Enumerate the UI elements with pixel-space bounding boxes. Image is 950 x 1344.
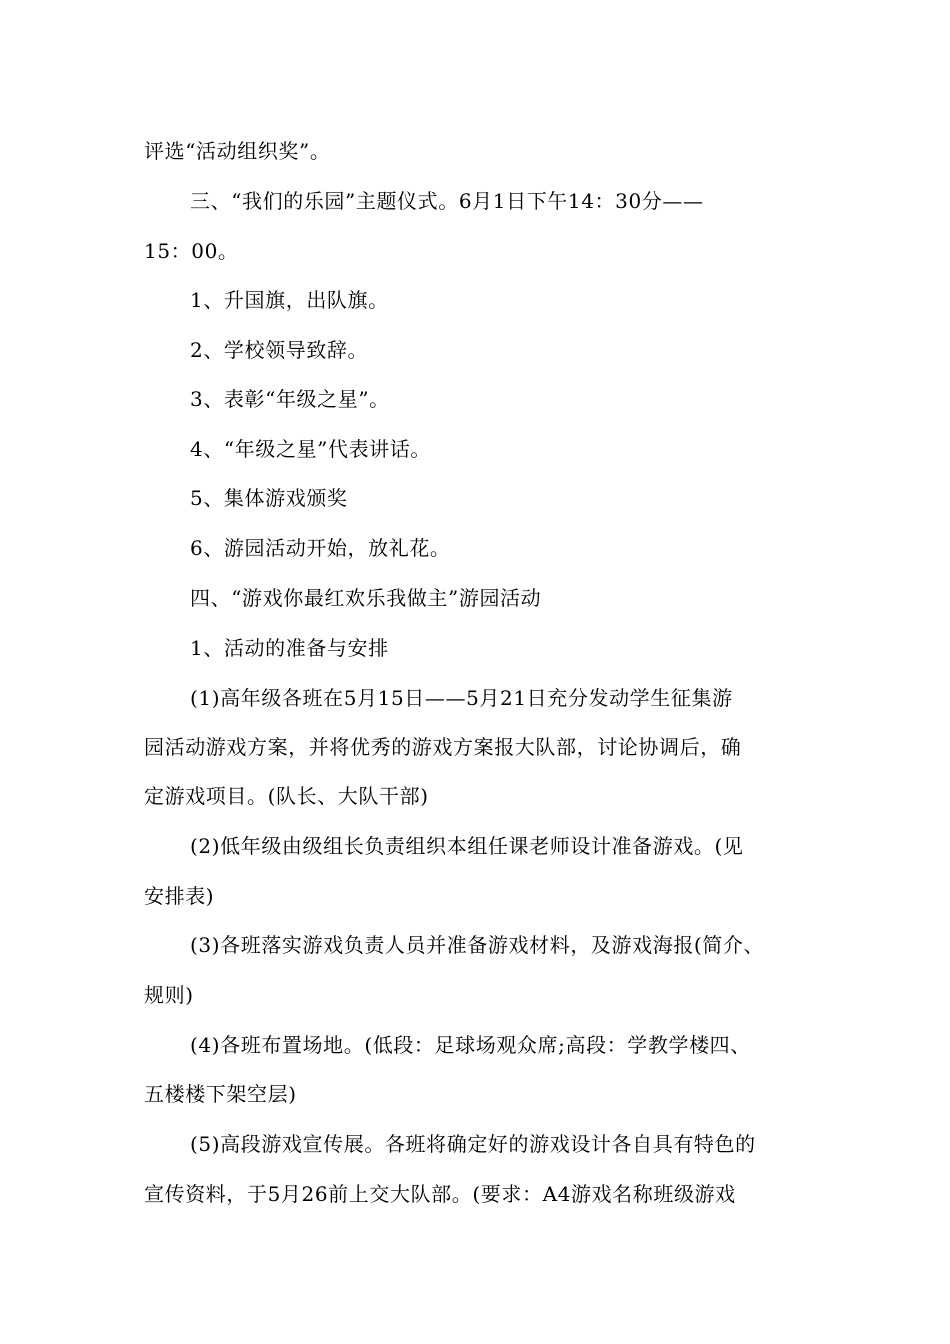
list-item: (1)高年级各班在5月15日——5月21日充分发动学生征集游 <box>190 686 733 710</box>
list-item: 5、集体游戏颁奖 <box>190 486 348 510</box>
section-heading-4: 四、“游戏你最红欢乐我做主”游园活动 <box>190 586 542 610</box>
subsection-heading: 1、活动的准备与安排 <box>190 636 389 660</box>
list-item: 4、“年级之星”代表讲话。 <box>190 437 431 461</box>
section-heading-3: 三、“我们的乐园”主题仪式。6月1日下午14：30分—— <box>190 189 704 213</box>
list-item: (3)各班落实游戏负责人员并准备游戏材料，及游戏海报(简介、 <box>190 933 765 957</box>
text-line: 规则) <box>144 983 194 1007</box>
text-line: 五楼楼下架空层) <box>144 1082 297 1106</box>
list-item: (4)各班布置场地。(低段：足球场观众席;高段：学教学楼四、 <box>190 1033 751 1057</box>
list-item: 2、学校领导致辞。 <box>190 338 369 362</box>
list-item: 3、表彰“年级之星”。 <box>190 387 390 411</box>
text-line: 安排表) <box>144 884 215 908</box>
text-line: 15：00。 <box>144 239 239 263</box>
text-line: 定游戏项目。(队长、大队干部) <box>144 784 429 808</box>
text-line: 园活动游戏方案，并将优秀的游戏方案报大队部，讨论协调后，确 <box>144 735 742 759</box>
list-item: 1、升国旗，出队旗。 <box>190 288 389 312</box>
list-item: (2)低年级由级组长负责组织本组任课老师设计准备游戏。(见 <box>190 834 744 858</box>
text-line: 宣传资料，于5月26前上交大队部。(要求：A4游戏名称班级游戏 <box>144 1182 736 1206</box>
list-item: (5)高段游戏宣传展。各班将确定好的游戏设计各自具有特色的 <box>190 1132 756 1156</box>
text-line: 评选“活动组织奖”。 <box>144 139 331 163</box>
list-item: 6、游园活动开始，放礼花。 <box>190 536 451 560</box>
